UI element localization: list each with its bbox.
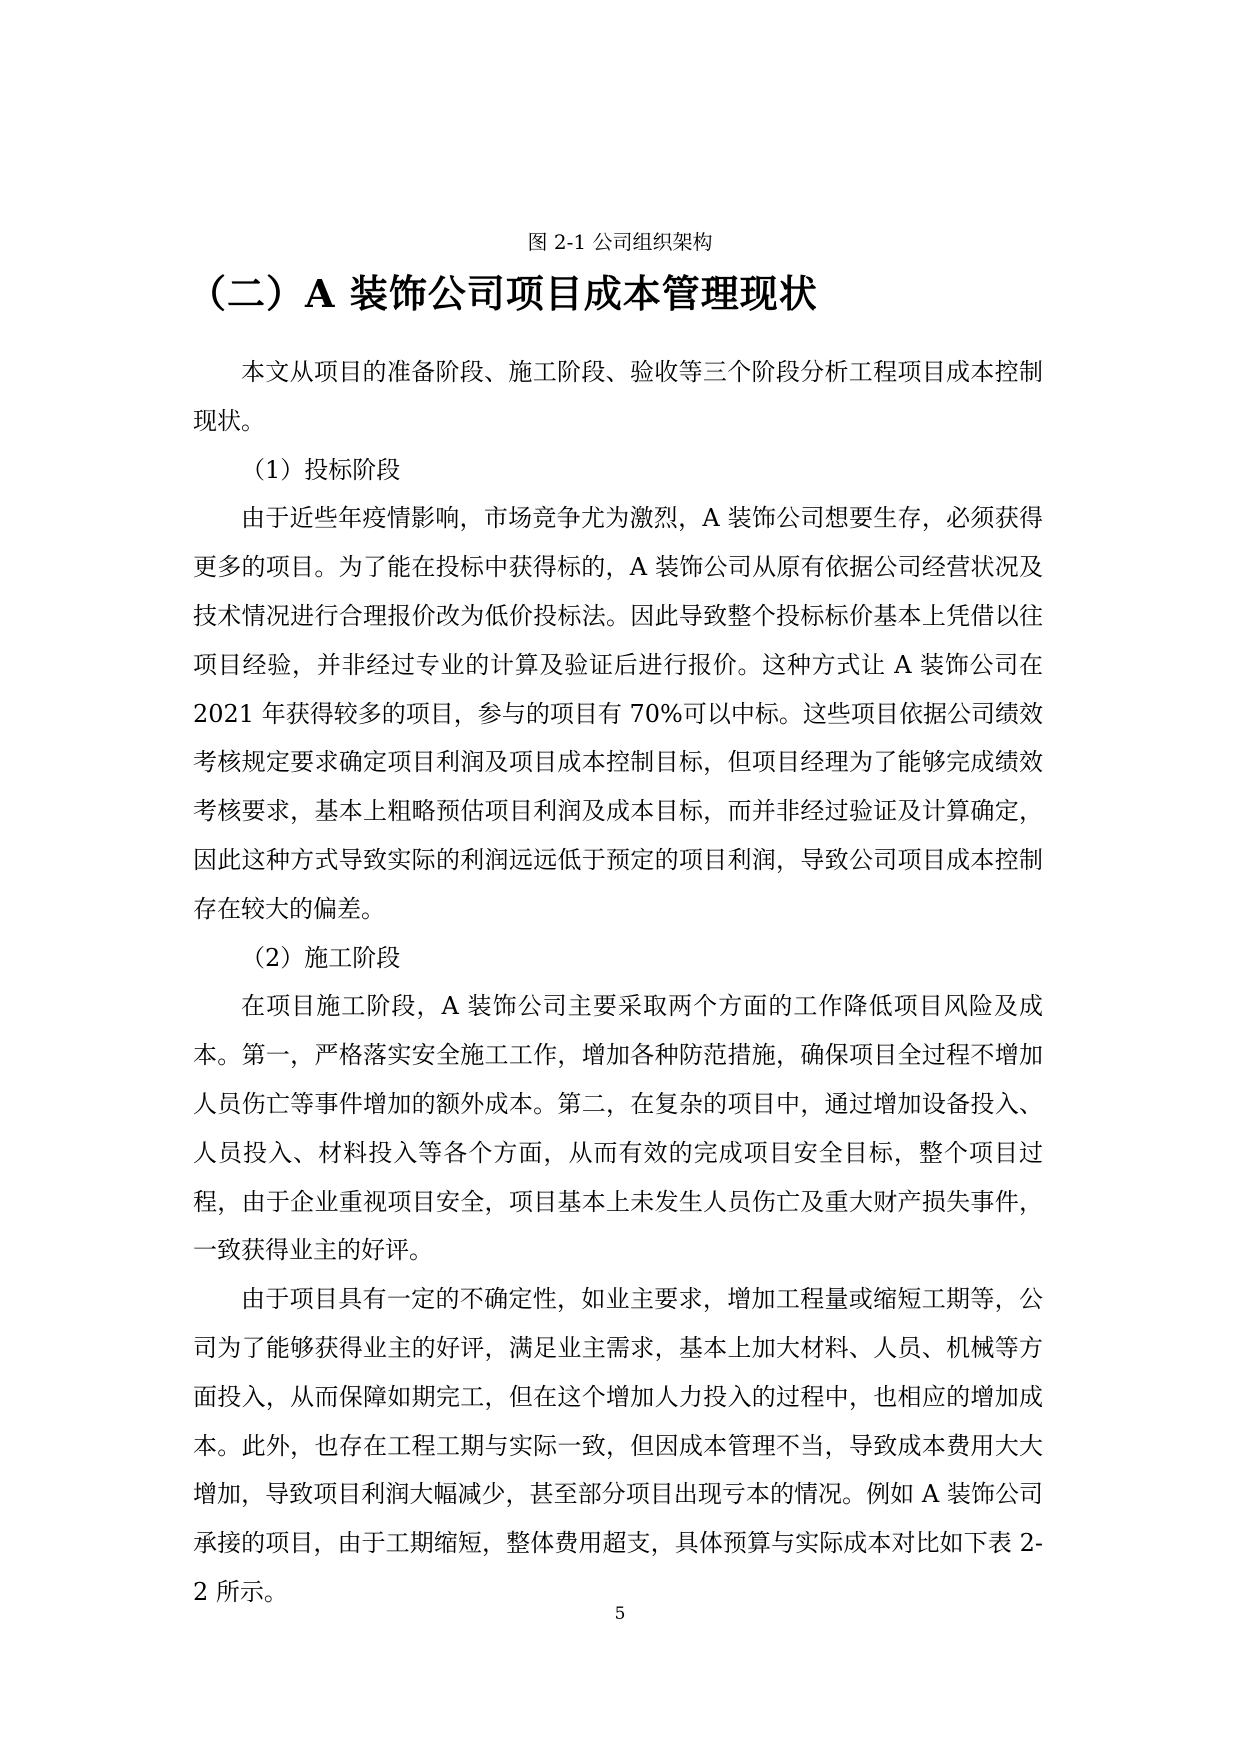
body-text (193, 348, 1043, 1617)
subheading-construction: （2）施工阶段 (241, 943, 401, 972)
paragraph-intro: 本文从项目的准备阶段、施工阶段、验收等三个阶段分析工程项目成本控制现状。 (193, 358, 1043, 435)
paragraph-construction: 在项目施工阶段，A 装饰公司主要采取两个方面的工作降低项目风险及成本。第一，严格落实安全施工工作，增加各种防范措施，确保项目全过程不增加人员伤亡等事件增加的额外成本。第二，在复杂的项目中，通过增加设备投入、人员投入、材料投入等各个方面，从而有效的完成项目安全目标，整个项目过程，由于企业重视项目安全，项目基本上未发生人员伤亡及重大财产损失事件，一致获得业主的好评。 (193, 992, 1043, 1265)
section-heading: （二）A 装饰公司项目成本管理现状 (188, 271, 818, 316)
subheading-bidding: （1）投标阶段 (241, 455, 401, 484)
figure-caption: 图 2-1 公司组织架构 (527, 230, 713, 254)
page-number: 5 (614, 1604, 626, 1624)
paragraph-uncertainty: 由于项目具有一定的不确定性，如业主要求，增加工程量或缩短工期等，公司为了能够获得业主的好评，满足业主需求，基本上加大材料、人员、机械等方面投入，从而保障如期完工，但在这个增加人力投入的过程中，也相应的增加成本。此外，也存在工程工期与实际一致，但因成本管理不当，导致成本费用大大增加，导致项目利润大幅减少，甚至部分项目出现亏本的情况。例如 A 装饰公司承接的项目，由于工期缩短，整体费用超支，具体预算与实际成本对比如下表 2-2 所示。 (193, 1285, 1043, 1606)
paragraph-bidding: 由于近些年疫情影响，市场竞争尤为激烈，A 装饰公司想要生存，必须获得更多的项目。为了能在投标中获得标的，A 装饰公司从原有依据公司经营状况及技术情况进行合理报价改为低价投标法。因此导致整个投标标价基本上凭借以往项目经验，并非经过专业的计算及验证后进行报价。这种方式让 A 装饰公司在 2021 年获得较多的项目，参与的项目有 70%可以中标。这些项目依据公司绩效考核规定要求确定项目利润及项目成本控制目标，但项目经理为了能够完成绩效考核要求，基本上粗略预估项目利润及成本目标，而并非经过验证及计算确定，因此这种方式导致实际的利润远远低于预定的项目利润，导致公司项目成本控制存在较大的偏差。 (193, 504, 1043, 923)
